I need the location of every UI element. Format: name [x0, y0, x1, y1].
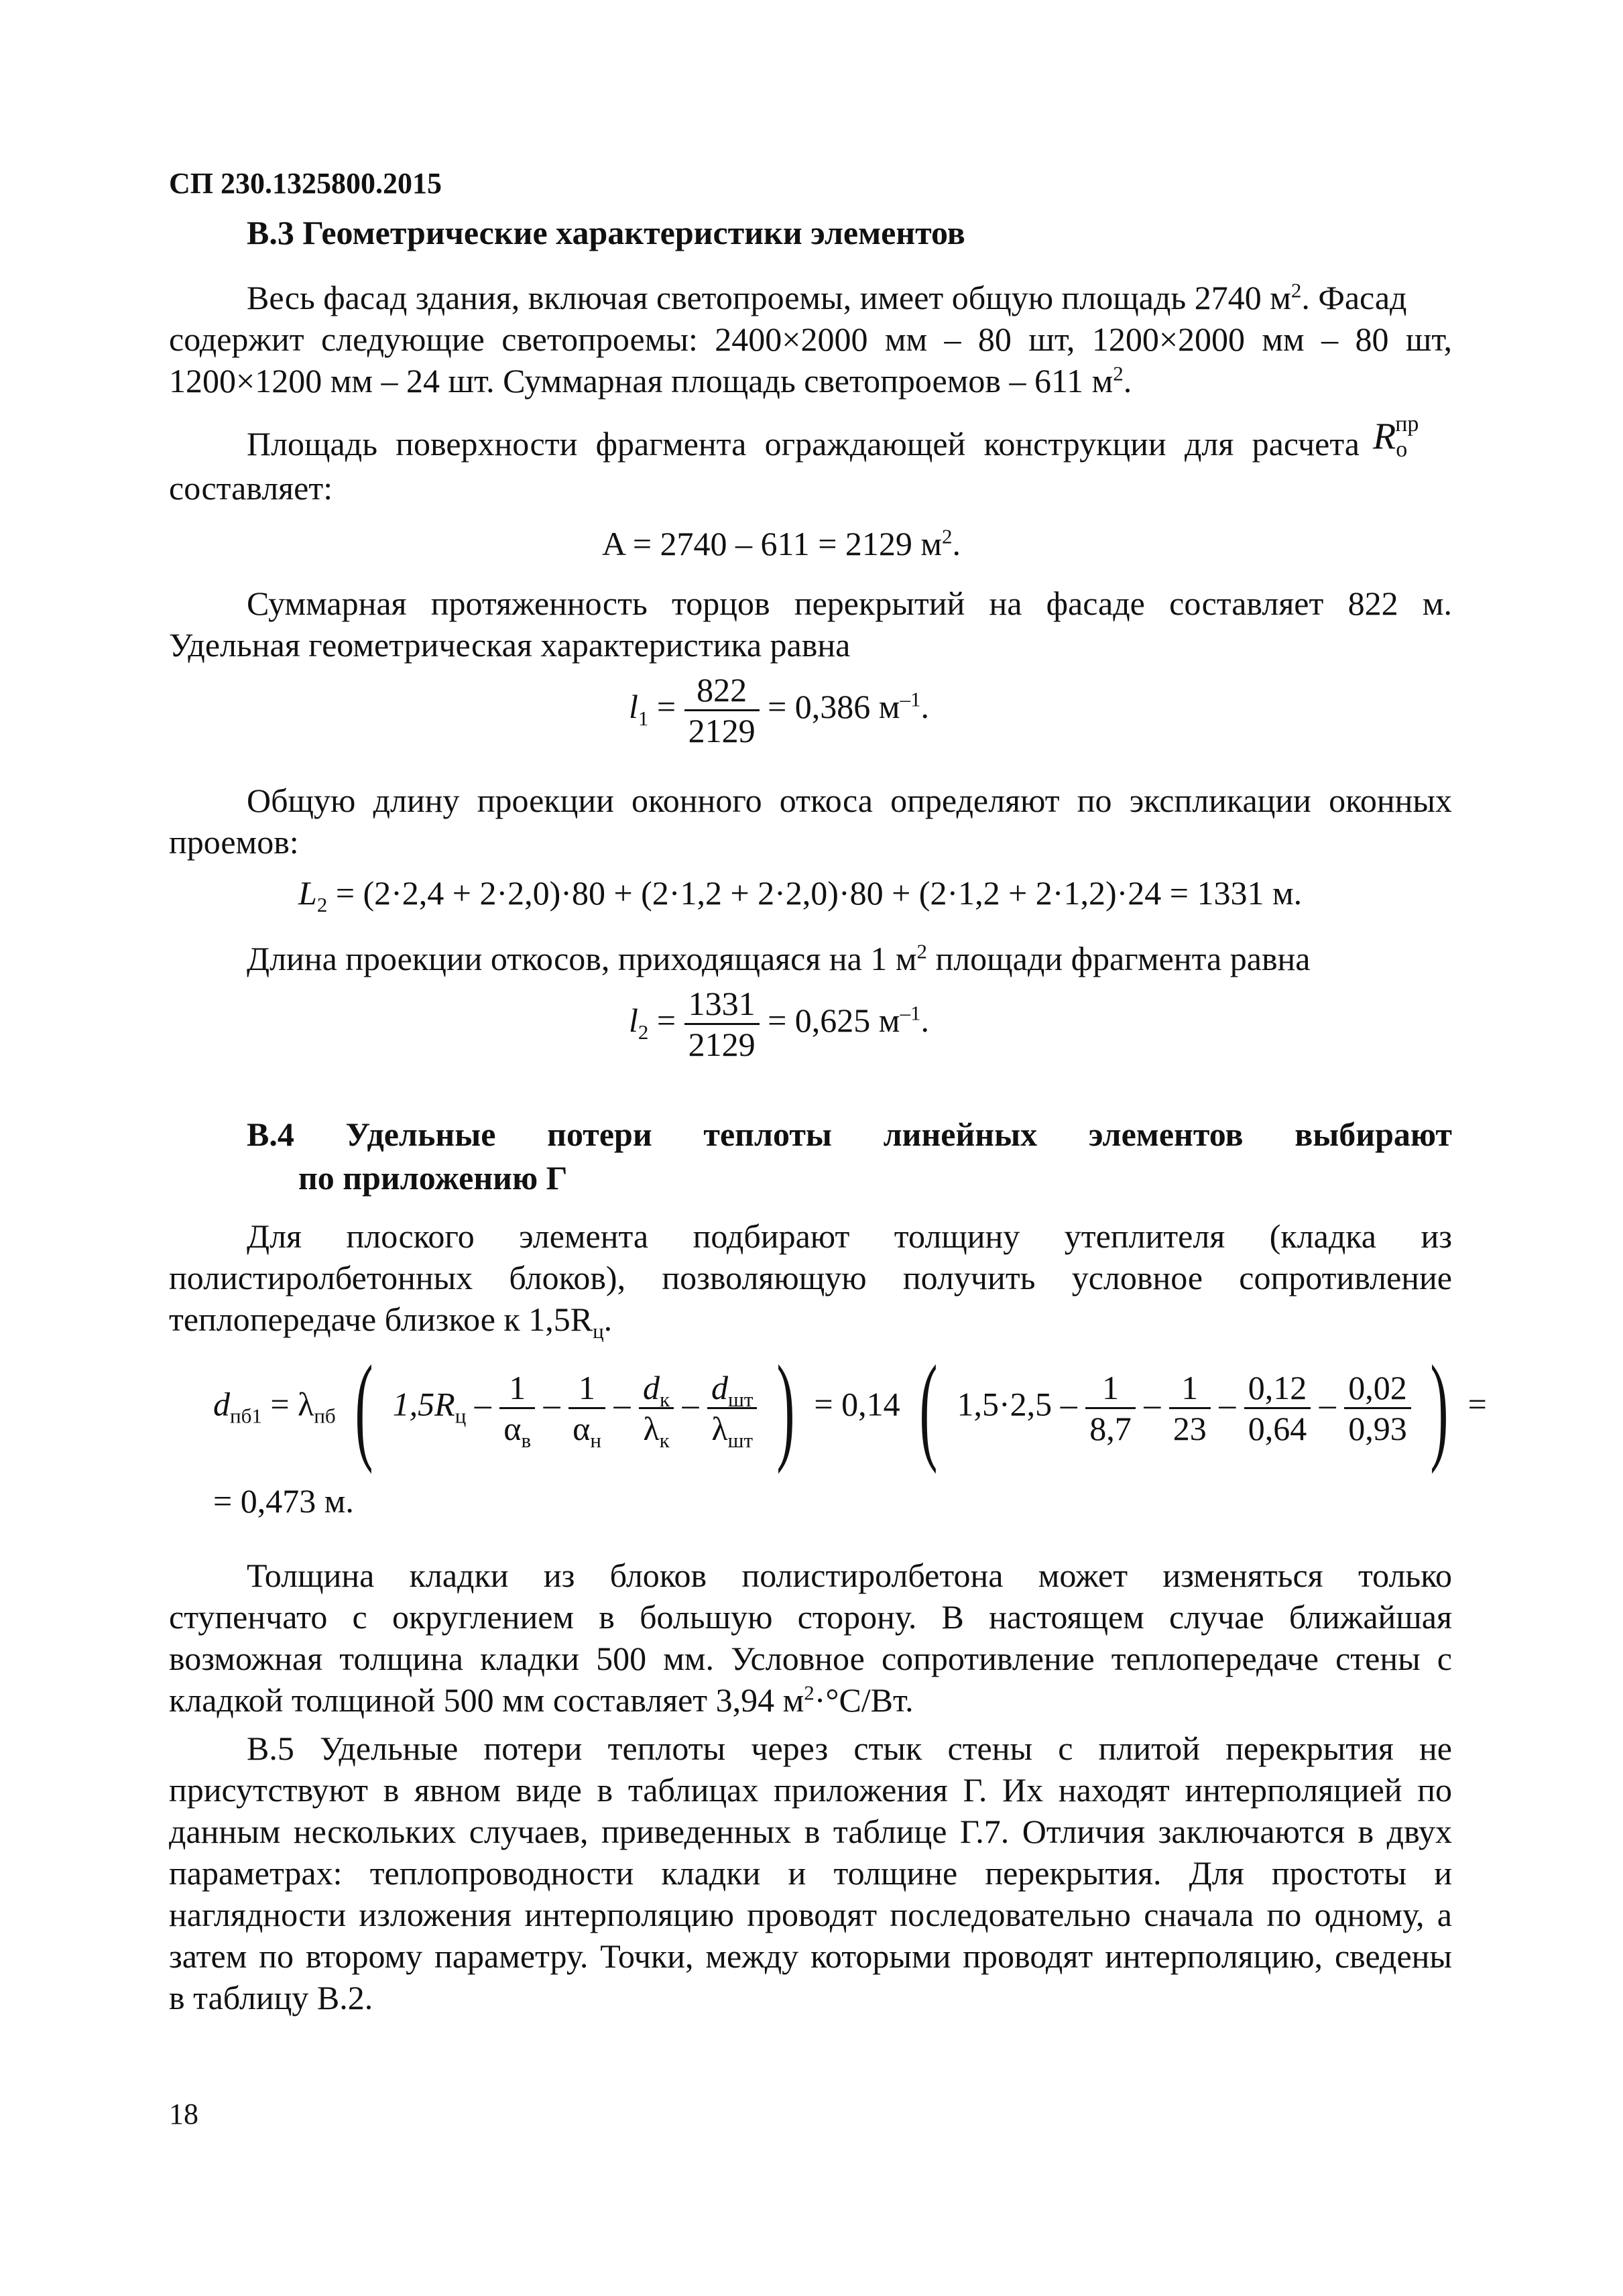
r-subscript: о: [1396, 437, 1408, 462]
L2-symbol: L: [298, 874, 317, 912]
b4-p2-line2: ступенчато с округлением в большую сторону. В настоящем случае ближайшая: [169, 1598, 1452, 1636]
den: 0,64: [1248, 1409, 1307, 1447]
f-mid: = 0,14: [814, 1385, 900, 1423]
f-tail: =: [1467, 1385, 1487, 1423]
section-b4-title-line1: В.4 Удельные потери теплоты линейных элементов выбирают: [247, 1115, 1452, 1153]
b3-p4-line1: Общую длину проекции оконного откоса определяют по экспликации оконных: [247, 782, 1452, 819]
sup-2: 2: [804, 1681, 815, 1705]
b3-p1-line1: [247, 277, 1452, 318]
r-c-subscript: ц: [593, 1319, 604, 1343]
frac-002-093: [1344, 1368, 1411, 1448]
den: $\alpha_в$: [503, 1409, 532, 1452]
equation-l1: $l_1$ = $\frac{822}{2129}$ = 0,386 $м^{-1}$.: [629, 671, 929, 749]
num: $d_к$: [639, 1368, 674, 1409]
f-num-term: 1,5·2,5: [957, 1385, 1053, 1423]
b4-p1-line2: полистиролбетонных блоков), позволяющую получить условное сопротивление: [169, 1259, 1452, 1296]
b3-p4-line2: проемов:: [169, 823, 299, 861]
frac-1-23: [1169, 1368, 1211, 1448]
num: $d_{шт}$: [707, 1368, 757, 1409]
b3-p2-line2: составляет:: [169, 469, 333, 507]
page-number: 18: [169, 2098, 198, 2130]
frac-1-alpha-n: [568, 1368, 605, 1452]
l2-numerator: 1331: [684, 984, 760, 1025]
sup-inv: –1: [900, 1001, 921, 1025]
b4-p2-line3: возможная толщина кладки 500 мм. Условное сопротивление теплопередаче стены с: [169, 1640, 1452, 1677]
section-b3-title: В.3 Геометрические характеристики элементов: [247, 214, 965, 251]
l1-denominator: 2129: [688, 712, 756, 749]
b4-p2-line4-text: кладкой толщиной 500 мм составляет 3,94 м: [169, 1681, 804, 1719]
l1-result: = 0,386 м: [768, 687, 900, 725]
b5-line1: В.5 Удельные потери теплоты через стык стены с плитой перекрытия не: [247, 1730, 1452, 1767]
b3-p3-line1: Суммарная протяженность торцов перекрытий на фасаде составляет 822 м.: [247, 585, 1452, 622]
equation-L2: [298, 873, 1303, 916]
b5-line3: данным нескольких случаев, приведенных в таблице Г.7. Отличия заключаются в двух: [169, 1813, 1452, 1850]
sup-2: 2: [916, 939, 927, 963]
equation-area: A = 2740 – 611 = 2129 $м^2$.: [602, 524, 961, 562]
l1-numerator: 822: [684, 670, 760, 711]
right-paren: ): [776, 1341, 795, 1474]
right-paren-2: ): [1430, 1341, 1449, 1474]
den: 23: [1173, 1409, 1207, 1447]
b3-p1-line3-text: 1200×1200 мм – 24 шт. Суммарная площадь светопроемов – 611 м: [169, 362, 1114, 400]
b4-p1-line3: [169, 1298, 613, 1343]
b4-p2-line1: Толщина кладки из блоков полистиролбетона может изменяться только: [247, 1557, 1452, 1594]
frac-dsht-lsht: [707, 1368, 757, 1452]
f-d-sub: пб1: [230, 1404, 262, 1428]
L2-index: 2: [316, 893, 328, 916]
sup-2: 2: [1113, 361, 1124, 385]
equation-area-text: A = 2740 – 611 = 2129 м: [602, 525, 943, 562]
den: $\lambda_{шт}$: [711, 1409, 754, 1452]
b4-p2-line4: [169, 1679, 914, 1721]
l1-fraction: [684, 670, 760, 750]
section-b4-title-line2: по приложению Г: [298, 1159, 568, 1197]
b5-line4: параметрах: теплопроводности кладки и толщине перекрытия. Для простоты и: [169, 1854, 1452, 1892]
l2-result: = 0,625 м: [768, 1001, 900, 1039]
b5-line7: в таблицу В.2.: [169, 1979, 373, 2016]
f-term1: 1,5R: [392, 1385, 455, 1423]
sup-2: 2: [942, 524, 953, 548]
f-lambda-sub: пб: [314, 1404, 336, 1428]
den: 8,7: [1089, 1409, 1132, 1447]
frac-012-064: [1244, 1368, 1311, 1448]
b4-p1-line3-text: теплопередаче близкое к 1,5R: [169, 1301, 593, 1338]
L2-expression: = (2·2,4 + 2·2,0)·80 + (2·1,2 + 2·2,0)·80 + (2·1,2 + 2·1,2)·24 = 1331 м.: [335, 874, 1303, 912]
b3-p5-b: площади фрагмента равна: [926, 940, 1311, 977]
b5-line5: наглядности изложения интерполяцию проводят последовательно сначала по одному, а: [169, 1896, 1452, 1933]
left-paren-2: (: [919, 1341, 938, 1474]
num: 1: [499, 1368, 535, 1409]
formula-result: = 0,473 м.: [213, 1482, 354, 1520]
frac-dk-lk: [639, 1368, 674, 1452]
f-term1-sub: ц: [455, 1404, 467, 1428]
l2-fraction: [684, 984, 760, 1064]
num: 0,02: [1344, 1368, 1411, 1409]
sup-2: 2: [1290, 278, 1302, 302]
frac-1-alpha-v: [499, 1368, 535, 1452]
b4-p2-line4-end: ·°С/Вт.: [814, 1681, 914, 1719]
formula-d-pb1: $d_{пб1} = \lambda_{пб}$ ( $1,5R_ц$ – $\frac{1}{\alpha_в}$ – $\frac{1}{\alpha_н}$ – $\frac{d_к}{\lambda_к}$ – $\frac{d_{шт}}{\lambda_{шт}}$ ) = 0,14 ( 1,5·2,5 – $\frac{1}{8,7}$ – $\frac{1}{23}$ – $\frac{0,12}{0,64}$ – $\frac{0,02}{0,93}$ ) =: [213, 1341, 1487, 1474]
den: $\lambda_к$: [643, 1409, 670, 1452]
num: 1: [1085, 1368, 1136, 1409]
b3-p5-a: Длина проекции откосов, приходящаяся на 1 м: [247, 940, 917, 977]
sup-inv: –1: [900, 687, 921, 711]
b5-line2: присутствуют в явном виде в таблицах приложения Г. Их находят интерполяцией по: [169, 1771, 1452, 1809]
b3-p3-line2: Удельная геометрическая характеристика равна: [169, 626, 851, 664]
num: 1: [1169, 1368, 1211, 1409]
l2-symbol: l: [629, 1001, 638, 1039]
b3-p1-line2: содержит следующие светопроемы: 2400×2000 мм – 80 шт, 1200×2000 мм – 80 шт,: [169, 320, 1452, 358]
left-paren: (: [355, 1341, 373, 1474]
b3-p5-line1: [247, 938, 1311, 979]
document-code: СП 230.1325800.2015: [169, 167, 442, 200]
b4-p1-line3-end: .: [603, 1301, 613, 1338]
den: $\alpha_н$: [573, 1409, 601, 1452]
b3-p1-line1-text: Весь фасад здания, включая светопроемы, имеет общую площадь 2740 м: [247, 279, 1291, 316]
r-symbol: R: [1373, 416, 1396, 457]
num: 1: [568, 1368, 605, 1409]
b3-p1-line3: 1200×1200 мм – 24 шт. Суммарная площадь светопроемов – 611 $м^2$.: [169, 361, 1132, 400]
den: 0,93: [1348, 1409, 1407, 1447]
l1-index: 1: [638, 706, 649, 730]
l2-index: 2: [638, 1020, 649, 1044]
frac-1-87: [1085, 1368, 1136, 1448]
b4-p1-line1: Для плоского элемента подбирают толщину утеплителя (кладка из: [247, 1217, 1452, 1255]
b5-line6: затем по второму параметру. Точки, между которыми проводят интерполяцию, сведены: [169, 1937, 1452, 1975]
b3-p1-line1-end: . Фасад: [1301, 279, 1407, 316]
l1-symbol: l: [629, 687, 638, 725]
r-o-pr-symbol: [1373, 412, 1431, 463]
r-superscript: пр: [1395, 412, 1419, 436]
f-d: d: [213, 1385, 230, 1423]
b3-p2-line1: Площадь поверхности фрагмента ограждающей конструкции для расчета: [247, 425, 1360, 463]
l2-denominator: 2129: [688, 1026, 756, 1063]
f-lambda: = λ: [270, 1385, 314, 1423]
equation-l2: $l_2$ = $\frac{1331}{2129}$ = 0,625 $м^{-1}$.: [629, 985, 929, 1063]
num: 0,12: [1244, 1368, 1311, 1409]
